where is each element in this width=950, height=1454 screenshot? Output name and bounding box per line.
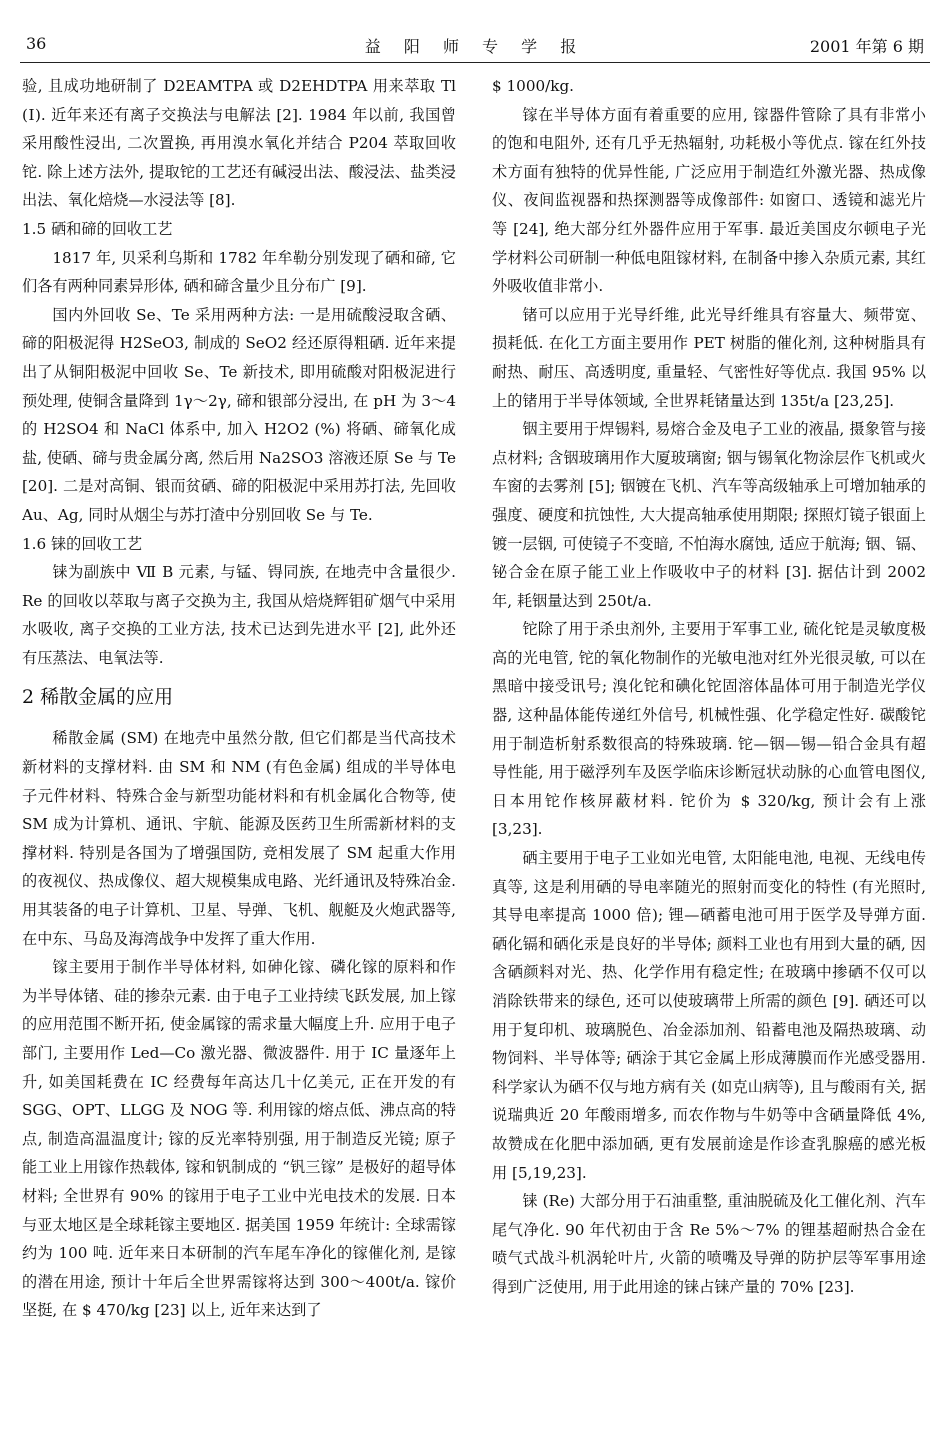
issue-label: 2001 年第 6 期: [809, 37, 924, 56]
paragraph: 国内外回收 Se、Te 采用两种方法: 一是用硫酸浸取含硒、碲的阳极泥得 H2SeO3, 制成的 SeO2 经还原得粗硒. 近年来提出了从铜阳极泥中回收 Se、Te 新技术, 即用硫酸对阳极泥进行预处理, 使铜含量降到 1γ～2γ, 碲和银部分浸出, 在 pH 为 3～4 的 H2SO4 和 NaCl 体系中, 加入 H2O2 (%) 将硒、碲氧化成盐, 使硒、碲与贵金属分离, 然后用 Na2SO3 溶液还原 Se 与 Te [20]. 二是对高铜、银而贫硒、碲的阳极泥中采用苏打法, 先回收 Au、Ag, 同时从烟尘与苏打渣中分别回收 Se 与 Te.: [22, 305, 456, 524]
page-header: [20, 28, 930, 58]
paragraph: 镓在半导体方面有着重要的应用, 镓器件管除了具有非常小的饱和电阻外, 还有几乎无热辐射, 功耗极小等优点. 镓在红外技术方面有独特的优异性能, 广泛应用于制造红外激光器、热成像仪、夜间监视器和热探测器等成像部件: 如窗口、透镜和滤光片等 [24], 绝大部分红外器件应用于军事. 最近美国皮尔顿电子光学材料公司研制一种低电阻镓材料, 在制备中掺入杂质元素, 其红外吸收值非常小.: [492, 105, 926, 296]
page-number: 36: [26, 34, 47, 53]
left-column: [22, 72, 456, 1325]
paragraph: 稀散金属 (SM) 在地壳中虽然分散, 但它们都是当代高技术新材料的支撑材料. 由 SM 和 NM (有色金属) 组成的半导体电子元件材料、特殊合金与新型功能材料和有机金属化合物等, 使 SM 成为计算机、通讯、宇航、能源及医药卫生所需新材料的支撑材料. 特别是各国为了增强国防, 竞相发展了 SM 起重大作用的夜视仪、热成像仪、超大规模集成电路、光纤通讯及特殊冶金. 用其装备的电子计算机、卫星、导弹、飞机、舰艇及火炮武器等, 在中东、马岛及海湾战争中发挥了重大作用.: [22, 729, 456, 948]
paragraph: 铼 (Re) 大部分用于石油重整, 重油脱硫及化工催化剂、汽车尾气净化. 90 年代初由于含 Re 5%～7% 的锂基超耐热合金在喷气式战斗机涡轮叶片, 火箭的喷嘴及导弹的防护层等军事用途得到广泛使用, 用于此用途的铼占铼产量的 70% [23].: [492, 1192, 926, 1296]
section-heading-2: 2 稀散金属的应用: [22, 686, 174, 709]
section-heading-1-6: 1.6 铼的回收工艺: [22, 534, 143, 553]
paragraph: 铊除了用于杀虫剂外, 主要用于军事工业, 硫化铊是灵敏度极高的光电管, 铊的氧化物制作的光敏电池对红外光很灵敏, 可以在黑暗中接受讯号; 溴化铊和碘化铊固溶体晶体可用于制造光学仪器, 这种晶体能传递红外信号, 机械性强、化学稳定性好. 碳酸铊用于制造析射系数很高的特殊玻璃. 铊—铟—锡—铅合金具有超导性能, 用于磁浮列车及医学临床诊断冠状动脉的心血管电图仪, 日本用铊作核屏蔽材料. 铊价为 $ 320/kg, 预计会有上涨 [3,23].: [492, 620, 926, 839]
paragraph: 硒主要用于电子工业如光电管, 太阳能电池, 电视、无线电传真等, 这是利用硒的导电率随光的照射而变化的特性 (有光照时, 其导电率提高 1000 倍); 锂—硒蓄电池可用于医学及导弹方面. 硒化镉和硒化汞是良好的半导体; 颜料工业也有用到大量的硒, 因含硒颜料对光、热、化学作用有稳定性; 在玻璃中掺硒不仅可以消除铁带来的绿色, 还可以使玻璃带上所需的颜色 [9]. 硒还可以用于复印机、玻璃脱色、冶金添加剂、铅蓄电池及隔热玻璃、动物饲料、半导体等; 硒涂于其它金属上形成薄膜而作光感受器用. 科学家认为硒不仅与地方病有关 (如克山病等), 且与酸雨有关, 据说瑞典近 20 年酸雨增多, 而农作物与牛奶等中含硒量降低 4%, 故赞成在化肥中添加硒, 更有发展前途是作诊查乳腺癌的感光板用 [5,19,23].: [492, 849, 926, 1182]
section-heading-1-5: 1.5 硒和碲的回收工艺: [22, 219, 173, 238]
paragraph-continued: $ 1000/kg.: [492, 77, 575, 95]
paragraph: 1817 年, 贝采利乌斯和 1782 年牟勒分别发现了硒和碲, 它们各有两种同素异形体, 硒和碲含量少且分布广 [9].: [22, 248, 456, 296]
header-rule: [20, 62, 930, 63]
paragraph: 铼为副族中 Ⅶ B 元素, 与锰、锝同族, 在地壳中含量很少. Re 的回收以萃取与离子交换为主, 我国从焙烧辉钼矿烟气中采用水吸收, 离子交换的工业方法, 技术已达到先进水平 [2], 此外还有压蒸法、电氧法等.: [22, 563, 456, 667]
paragraph: 镓主要用于制作半导体材料, 如砷化镓、磷化镓的原料和作为半导体锗、硅的掺杂元素. 由于电子工业持续飞跃发展, 加上镓的应用范围不断开拓, 使金属镓的需求量大幅度上升. 应用于电子部门, 主要用作 Led—Co 激光器、微波器件. 用于 IC 量逐年上升, 如美国耗费在 IC 经费每年高达几十亿美元, 正在开发的有 SGG、OPT、LLGG 及 NOG 等. 利用镓的熔点低、沸点高的特点, 制造高温温度计; 镓的反光率特别强, 用于制造反光镜; 原子能工业上用镓作热载体, 镓和钒制成的 “钒三镓” 是极好的超导体材料; 全世界有 90% 的镓用于电子工业中光电技术的发展. 日本与亚太地区是全球耗镓主要地区. 据美国 1959 年统计: 全球需镓约为 100 吨. 近年来日本研制的汽车尾车净化的镓催化剂, 是镓的潜在用途, 预计十年后全世界需镓将达到 300～400t/a. 镓价坚挺, 在 $ 470/kg [23] 以上, 近年来达到了: [22, 958, 456, 1320]
paragraph: 铟主要用于焊锡料, 易熔合金及电子工业的液晶, 摄象管与接点材料; 含铟玻璃用作大厦玻璃窗; 铟与锡氧化物涂层作飞机或火车窗的去雾剂 [5]; 铟镀在飞机、汽车等高级轴承上可增加轴承的强度、硬度和抗蚀性, 大大提高轴承使用期限; 探照灯镜子银面上镀一层铟, 可使镜子不变暗, 不怕海水腐蚀, 适应于航海; 铟、镉、铋合金在原子能工业上作吸收中子的材料 [3]. 据估计到 2002 年, 耗铟量达到 250t/a.: [492, 420, 926, 610]
paragraph-continued: 验, 且成功地研制了 D2EAMTPA 或 D2EHDTPA 用来萃取 Tl (Ⅰ). 近年来还有离子交换法与电解法 [2]. 1984 年以前, 我国曾采用酸性浸出, 二次置换, 再用溴水氧化并结合 P204 萃取回收铊. 除上述方法外, 提取铊的工艺还有碱浸出法、酸浸法、盐类浸出法、氧化焙烧—水浸法等 [8].: [22, 77, 456, 210]
right-column: [492, 72, 926, 1302]
paragraph: 锗可以应用于光导纤维, 此光导纤维具有容量大、频带宽、损耗低. 在化工方面主要用作 PET 树脂的催化剂, 这种树脂具有耐热、耐压、高透明度, 重量轻、气密性好等优点. 我国 95% 以上的锗用于半导体领域, 全世界耗锗量达到 135t/a [23,25].: [492, 305, 926, 410]
journal-title: 益 阳 师 专 学 报: [364, 37, 586, 56]
